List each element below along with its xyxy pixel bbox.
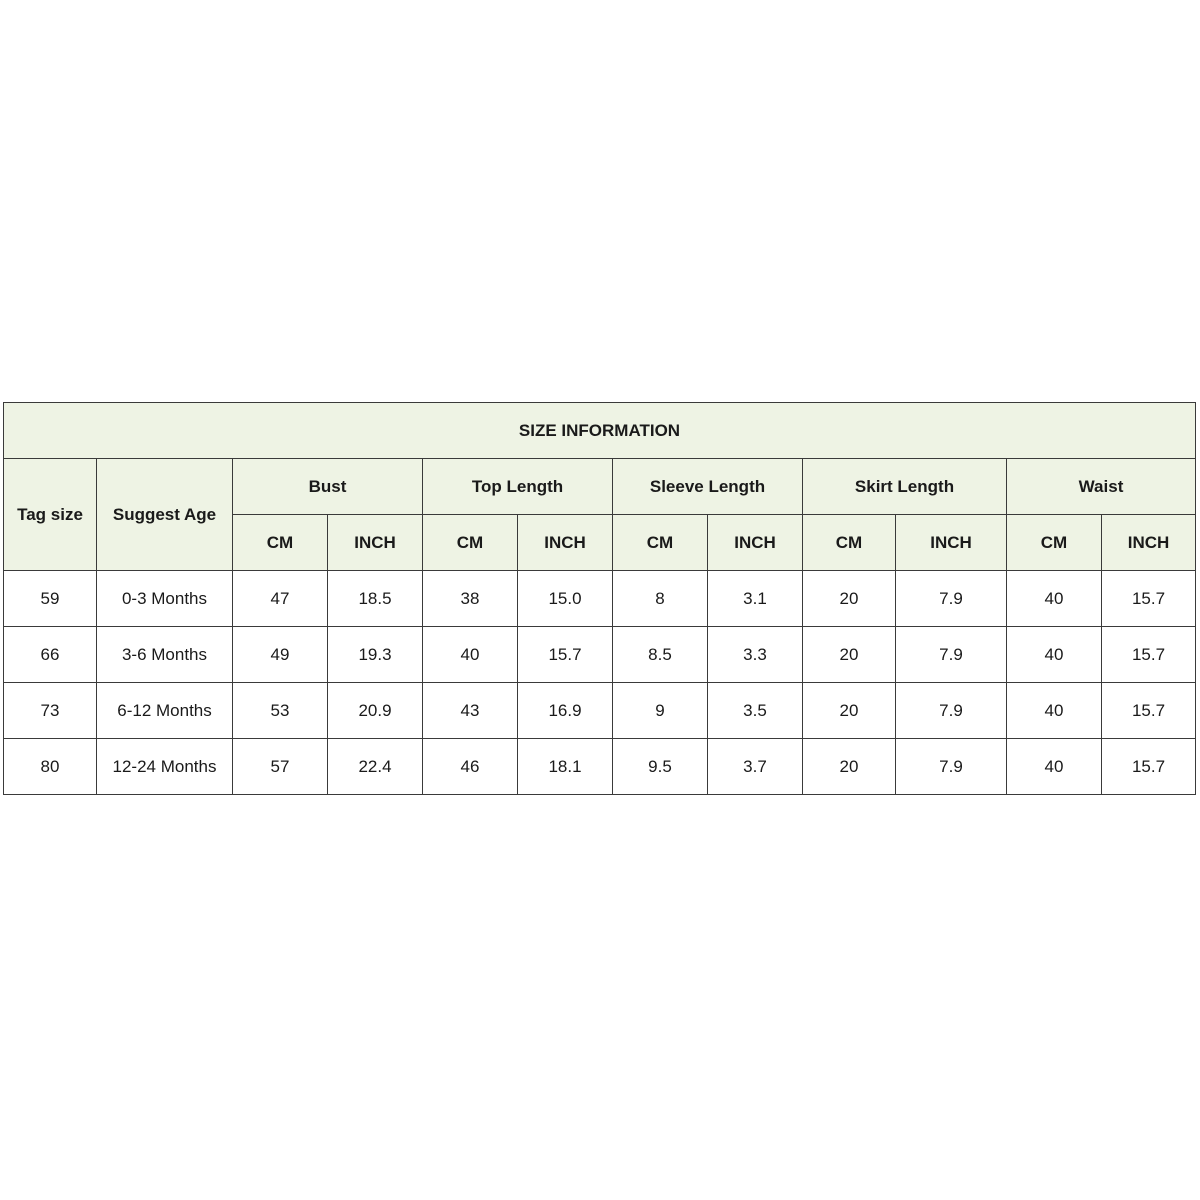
- table-cell: 40: [1007, 683, 1102, 739]
- table-cell: 3.7: [708, 739, 803, 795]
- table-cell: 59: [4, 571, 97, 627]
- table-cell: 43: [423, 683, 518, 739]
- table-row: [4, 683, 1196, 739]
- table-cell: 73: [4, 683, 97, 739]
- unit-header: INCH: [896, 515, 1007, 571]
- table-cell: 7.9: [896, 627, 1007, 683]
- table-cell: 12-24 Months: [97, 739, 233, 795]
- table-cell: 7.9: [896, 683, 1007, 739]
- unit-header: INCH: [328, 515, 423, 571]
- unit-header: CM: [1007, 515, 1102, 571]
- table-cell: 20: [803, 571, 896, 627]
- header-sleeve-length: Sleeve Length: [613, 459, 803, 515]
- table-cell: 19.3: [328, 627, 423, 683]
- table-row: [4, 571, 1196, 627]
- header-tag-size: Tag size: [4, 459, 97, 571]
- table-cell: 3.3: [708, 627, 803, 683]
- table-row: [4, 739, 1196, 795]
- table-title: SIZE INFORMATION: [4, 403, 1196, 459]
- table-cell: 8: [613, 571, 708, 627]
- table-cell: 40: [1007, 627, 1102, 683]
- table-cell: 3.1: [708, 571, 803, 627]
- header-suggest-age: Suggest Age: [97, 459, 233, 571]
- unit-header: INCH: [708, 515, 803, 571]
- table-cell: 0-3 Months: [97, 571, 233, 627]
- table-cell: 15.7: [518, 627, 613, 683]
- table-cell: 66: [4, 627, 97, 683]
- unit-header: CM: [423, 515, 518, 571]
- table-cell: 15.7: [1102, 571, 1196, 627]
- table-row: [4, 627, 1196, 683]
- header-bust: Bust: [233, 459, 423, 515]
- table-cell: 20: [803, 627, 896, 683]
- unit-header: CM: [803, 515, 896, 571]
- table-cell: 40: [1007, 571, 1102, 627]
- table-cell: 3.5: [708, 683, 803, 739]
- table-cell: 3-6 Months: [97, 627, 233, 683]
- size-information-table: [3, 402, 1196, 795]
- table-cell: 49: [233, 627, 328, 683]
- table-cell: 6-12 Months: [97, 683, 233, 739]
- header-top-length: Top Length: [423, 459, 613, 515]
- header-skirt-length: Skirt Length: [803, 459, 1007, 515]
- table-cell: 20.9: [328, 683, 423, 739]
- table-cell: 15.7: [1102, 627, 1196, 683]
- unit-header: CM: [613, 515, 708, 571]
- table-cell: 53: [233, 683, 328, 739]
- table-cell: 9.5: [613, 739, 708, 795]
- table-cell: 18.1: [518, 739, 613, 795]
- table-cell: 40: [1007, 739, 1102, 795]
- table-cell: 15.7: [1102, 739, 1196, 795]
- unit-header: INCH: [518, 515, 613, 571]
- table-cell: 20: [803, 683, 896, 739]
- table-cell: 16.9: [518, 683, 613, 739]
- table-cell: 7.9: [896, 571, 1007, 627]
- table-cell: 7.9: [896, 739, 1007, 795]
- table-cell: 18.5: [328, 571, 423, 627]
- table-cell: 57: [233, 739, 328, 795]
- table-cell: 40: [423, 627, 518, 683]
- table-cell: 80: [4, 739, 97, 795]
- unit-header: INCH: [1102, 515, 1196, 571]
- table-cell: 8.5: [613, 627, 708, 683]
- table-cell: 15.0: [518, 571, 613, 627]
- table-cell: 15.7: [1102, 683, 1196, 739]
- unit-header: CM: [233, 515, 328, 571]
- table-cell: 20: [803, 739, 896, 795]
- table-cell: 38: [423, 571, 518, 627]
- header-waist: Waist: [1007, 459, 1196, 515]
- table-cell: 46: [423, 739, 518, 795]
- table-cell: 22.4: [328, 739, 423, 795]
- table-cell: 9: [613, 683, 708, 739]
- table-cell: 47: [233, 571, 328, 627]
